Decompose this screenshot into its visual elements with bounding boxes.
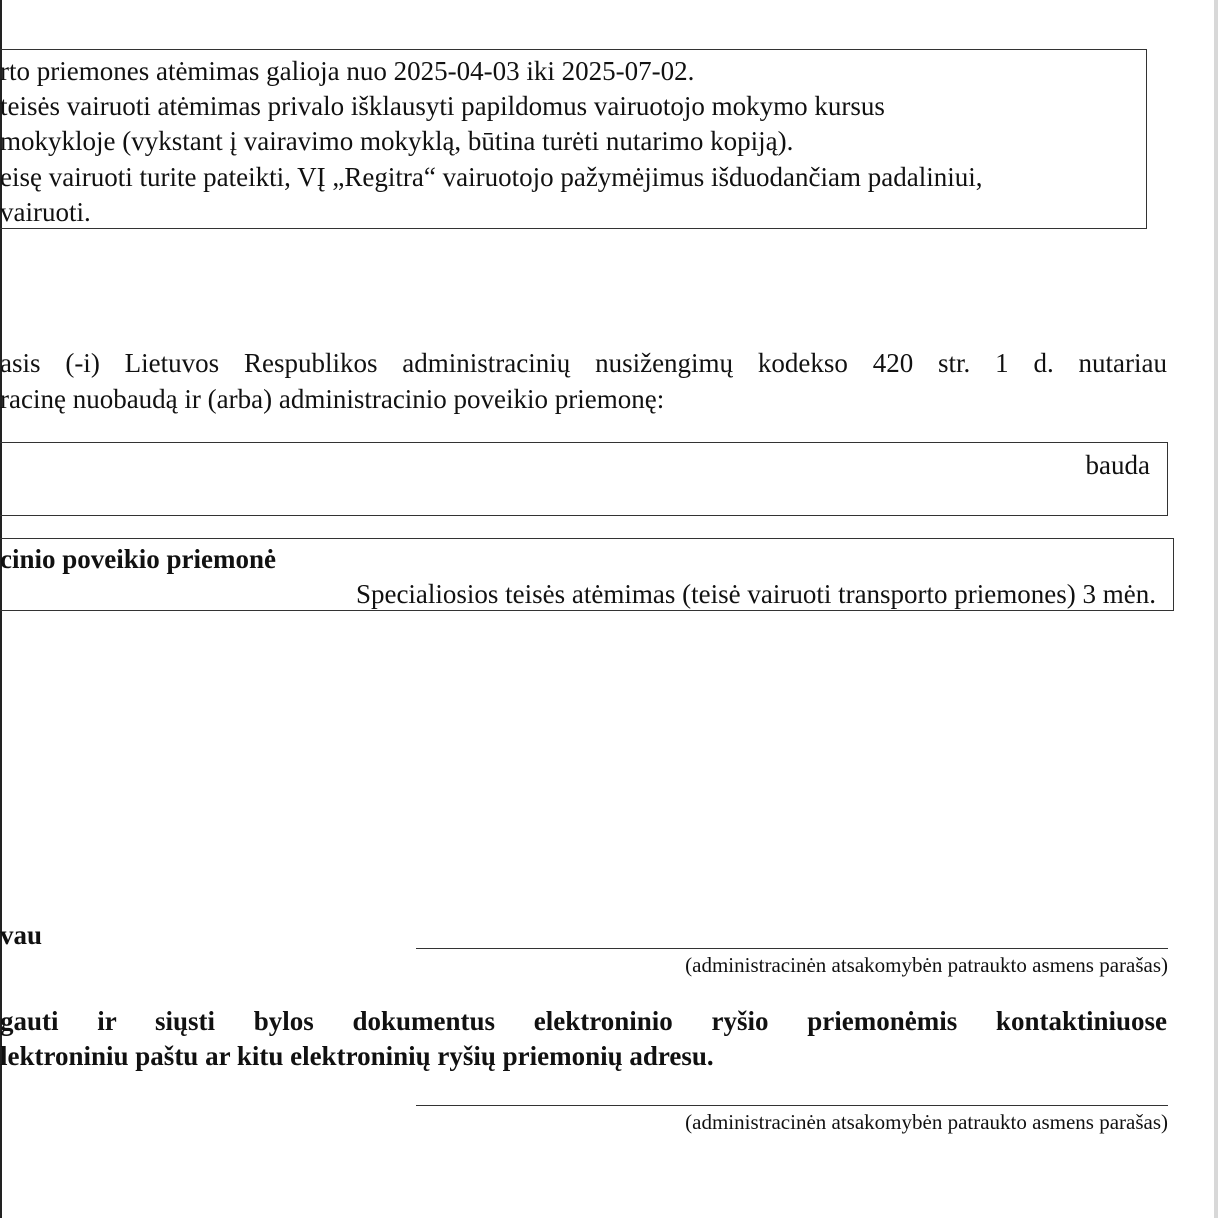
measure-value: Specialiosios teisės atėmimas (teisė vairuoti transporto priemones) 3 mėn. (355, 579, 1156, 609)
notice-line-3: mokykloje (vykstant į vairavimo mokyklą, būtina turėti nutarimo kopiją). (0, 126, 794, 156)
penalty-box (0, 442, 1168, 516)
signature-1-caption: (administracinėn atsakomybėn patraukto asmens parašas) (685, 953, 1168, 977)
decision-line-2: racinę nuobaudą ir (arba) administracinio poveikio priemonę: (0, 384, 665, 414)
consent-line-2: lektroniniu paštu ar kitu elektroninių ryšių priemonių adresu. (0, 1041, 714, 1071)
consent-line-1: gauti ir siųsti bylos dokumentus elektroninio ryšio priemonėmis kontaktiniuose (0, 1006, 1167, 1036)
signature-2-line (416, 1105, 1168, 1106)
notice-line-4: eisę vairuoti turite pateikti, VĮ „Regitra“ vairuotojo pažymėjimus išduodančiam padaliniui, (0, 162, 983, 192)
signature-2-caption: (administracinėn atsakomybėn patraukto asmens parašas) (685, 1110, 1168, 1134)
signature-1-label: vau (0, 920, 43, 950)
notice-line-5: vairuoti. (0, 197, 91, 227)
measure-heading: cinio poveikio priemonė (0, 544, 276, 574)
scrollbar-track[interactable] (1214, 0, 1218, 1218)
notice-line-2: teisės vairuoti atėmimas privalo išklausyti papildomus vairuotojo mokymo kursus (0, 91, 885, 121)
signature-1-line (416, 948, 1168, 949)
penalty-value: bauda (1085, 450, 1150, 480)
decision-line-1: asis (-i) Lietuvos Respublikos administracinių nusižengimų kodekso 420 str. 1 d. nutariau (0, 348, 1167, 378)
notice-line-1: rto priemones atėmimas galioja nuo 2025-04-03 iki 2025-07-02. (0, 56, 695, 86)
